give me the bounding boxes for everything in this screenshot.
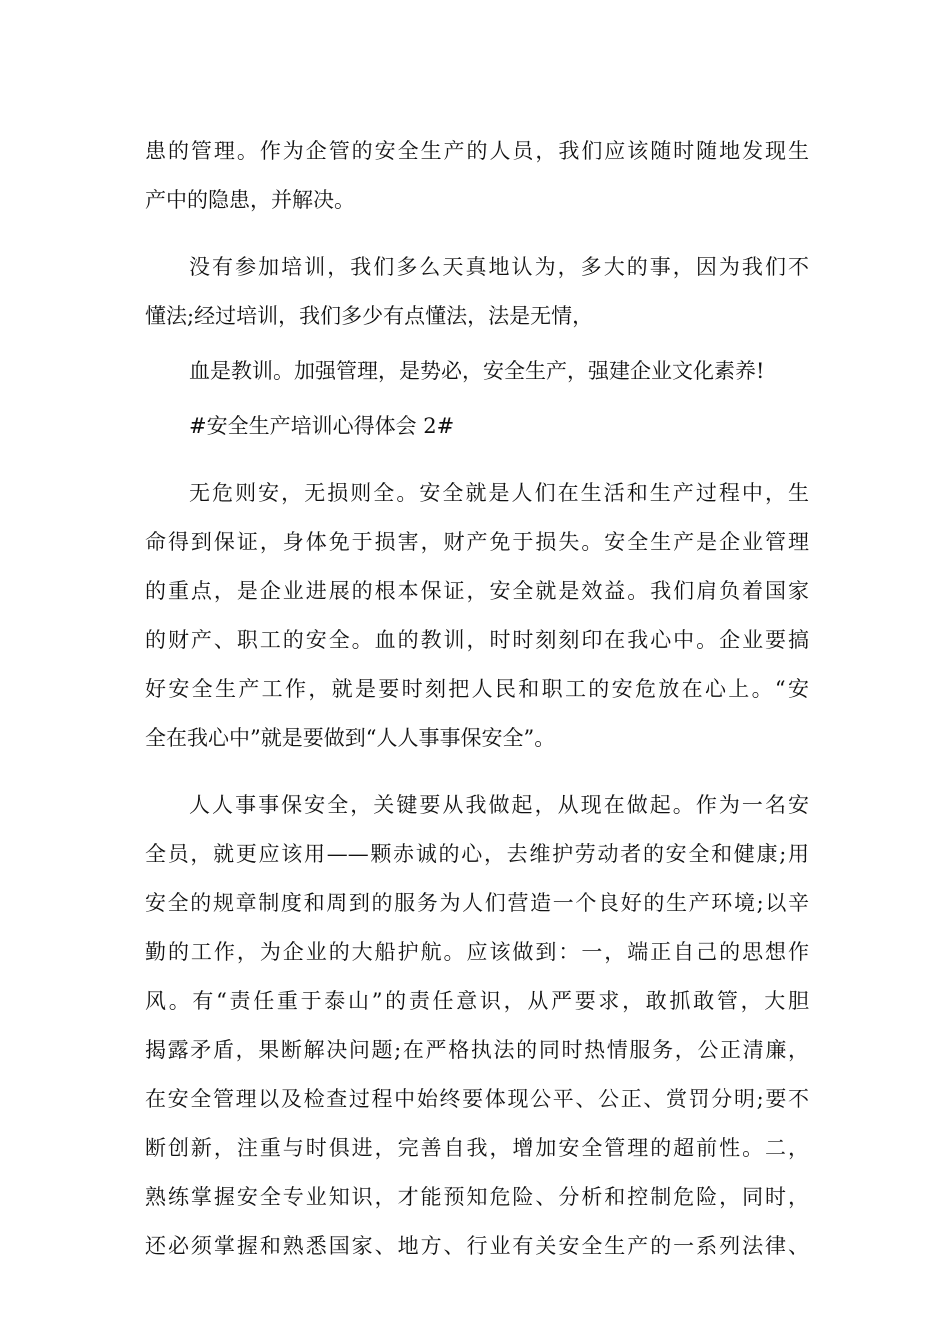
paragraph-3 — [145, 347, 809, 396]
text-line: 勤的工作，为企业的大船护航。应该做到：一，端正自己的思想作 — [145, 940, 809, 964]
text-line: 全在我心中”就是要做到“人人事事保安全”。 — [145, 726, 556, 750]
text-line: 全员，就更应该用——颗赤诚的心，去维护劳动者的安全和健康;用 — [145, 842, 809, 866]
text-line: 人人事事保安全，关键要从我做起，从现在做起。作为一名安 — [189, 793, 809, 817]
text-line: 患的管理。作为企管的安全生产的人员，我们应该随时随地发现生 — [145, 139, 809, 163]
text-line: 命得到保证，身体免于损害，财产免于损失。安全生产是企业管理 — [145, 530, 809, 554]
text-line: 熟练掌握安全专业知识，才能预知危险、分析和控制危险，同时， — [145, 1185, 809, 1209]
text-line: 产中的隐患，并解决。 — [145, 188, 355, 212]
text-line: 还必须掌握和熟悉国家、地方、行业有关安全生产的一系列法律、 — [145, 1234, 809, 1258]
paragraph-6 — [145, 781, 809, 1271]
text-line: 无危则安，无损则全。安全就是人们在生活和生产过程中，生 — [189, 481, 809, 505]
text-line: 揭露矛盾，果断解决问题;在严格执法的同时热情服务，公正清廉， — [145, 1038, 809, 1062]
section-heading — [145, 402, 809, 451]
text-line: 安全的规章制度和周到的服务为人们营造一个良好的生产环境;以辛 — [145, 891, 809, 915]
text-line: 在安全管理以及检查过程中始终要体现公平、公正、赏罚分明;要不 — [145, 1087, 809, 1111]
document-body — [145, 127, 809, 1271]
paragraph-2 — [145, 243, 809, 341]
text-line: 没有参加培训，我们多么天真地认为，多大的事，因为我们不 — [189, 255, 809, 279]
text-line: 好安全生产工作，就是要时刻把人民和职工的安危放在心上。“安 — [145, 677, 809, 701]
text-line: 的财产、职工的安全。血的教训，时时刻刻印在我心中。企业要搞 — [145, 628, 809, 652]
text-line: #安全生产培训心得体会 2# — [189, 414, 455, 438]
text-line: 血是教训。加强管理，是势必，安全生产，强建企业文化素养! — [189, 359, 765, 383]
text-line: 懂法;经过培训，我们多少有点懂法，法是无情， — [145, 304, 594, 328]
text-line: 断创新，注重与时俱进，完善自我，增加安全管理的超前性。二， — [145, 1136, 809, 1160]
text-line: 风。有“责任重于泰山”的责任意识，从严要求，敢抓敢管，大胆 — [145, 989, 809, 1013]
paragraph-1 — [145, 127, 809, 225]
text-line: 的重点，是企业进展的根本保证，安全就是效益。我们肩负着国家 — [145, 579, 809, 603]
paragraph-5 — [145, 469, 809, 763]
